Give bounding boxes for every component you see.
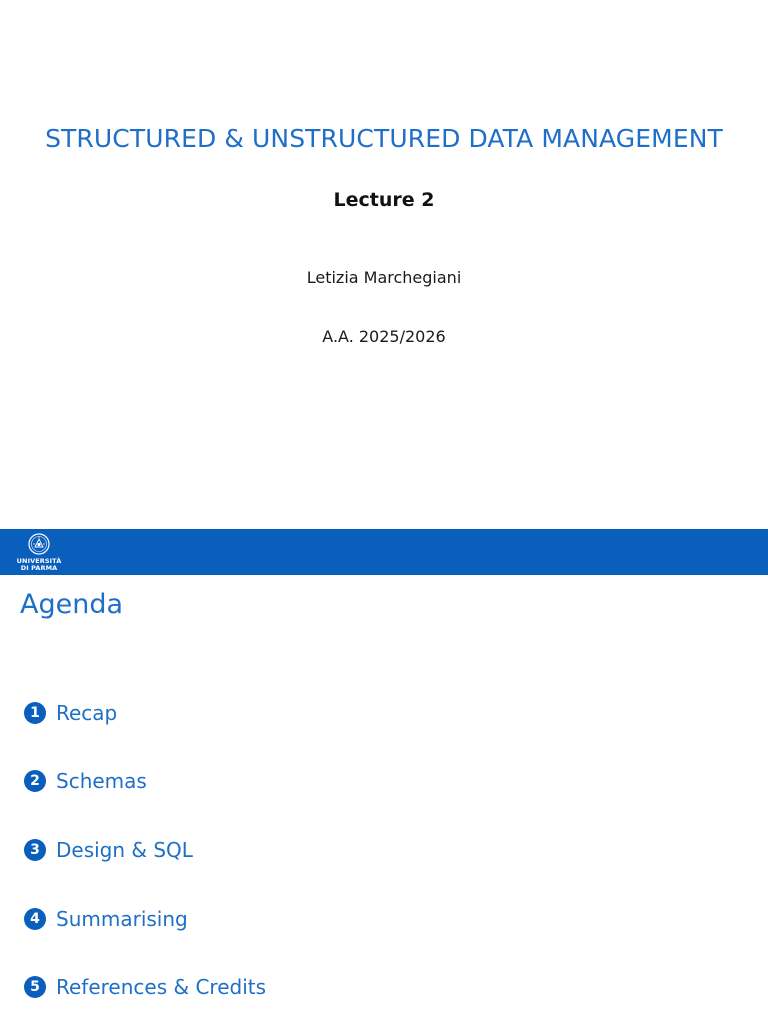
agenda-item-label: Summarising xyxy=(56,907,188,931)
agenda-item-label: Schemas xyxy=(56,769,147,793)
agenda-item-references-credits[interactable] xyxy=(24,974,266,1000)
logo-line-1: UNIVERSITÀ xyxy=(16,557,62,565)
agenda-number-badge: 3 xyxy=(24,839,46,861)
agenda-item-label: References & Credits xyxy=(56,975,267,999)
university-seal-icon xyxy=(28,533,50,555)
agenda-item-recap[interactable] xyxy=(24,700,117,726)
logo-line-2: DI PARMA xyxy=(20,564,58,572)
agenda-item-label: Design & SQL xyxy=(56,838,193,862)
agenda-item-design-sql[interactable] xyxy=(24,837,193,863)
agenda-number-badge: 4 xyxy=(24,908,46,930)
academic-year: A.A. 2025/2026 xyxy=(322,327,446,346)
agenda-item-summarising[interactable] xyxy=(24,906,188,932)
lecture-subtitle: Lecture 2 xyxy=(333,189,435,211)
university-logo xyxy=(16,533,62,573)
agenda-item-label: Recap xyxy=(56,701,118,725)
agenda-item-schemas[interactable] xyxy=(24,768,147,794)
header-bar xyxy=(0,529,768,575)
agenda-title: Agenda xyxy=(20,589,124,620)
author-name: Letizia Marchegiani xyxy=(306,268,462,287)
agenda-number-badge: 1 xyxy=(24,702,46,724)
agenda-number-badge: 2 xyxy=(24,770,46,792)
course-title: STRUCTURED & UNSTRUCTURED DATA MANAGEMENT xyxy=(45,124,723,153)
agenda-number-badge: 5 xyxy=(24,976,46,998)
